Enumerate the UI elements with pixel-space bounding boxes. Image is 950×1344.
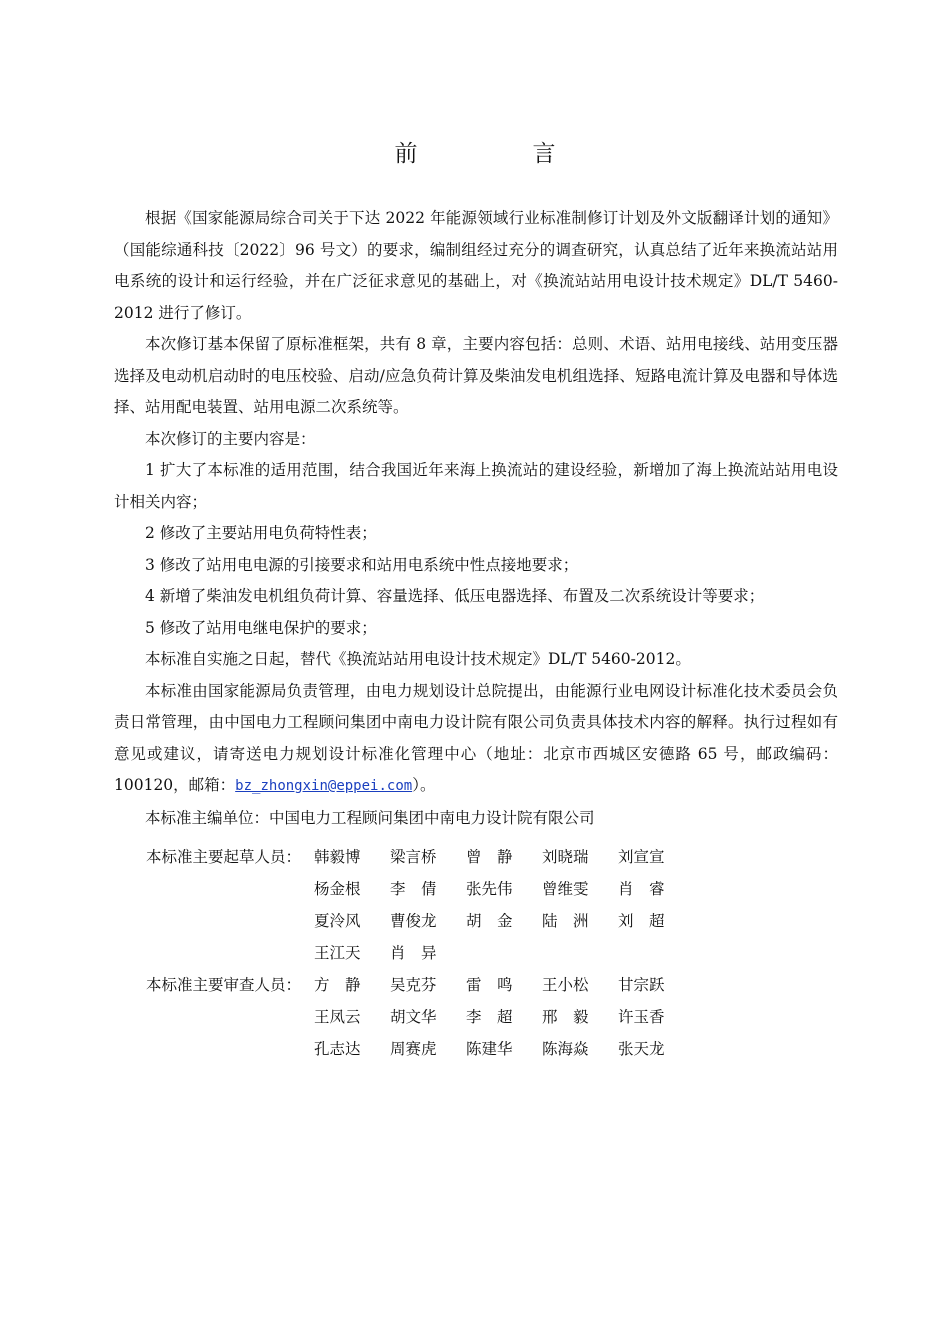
staff-label-spacer: [146, 1034, 314, 1066]
staff-label-spacer: [146, 874, 314, 906]
person-name: 曾 静: [466, 848, 513, 866]
revision-item-3: 3 修改了站用电电源的引接要求和站用电系统中性点接地要求；: [145, 555, 579, 574]
paragraph-management: [114, 676, 838, 803]
staff-row: [146, 874, 694, 906]
staff-row: [146, 938, 694, 970]
revision-item-1: 1 扩大了本标准的适用范围，结合我国近年来海上换流站的建设经验，新增加了海上换流站站用电设计相关内容；: [114, 461, 838, 511]
reviewers-list: [146, 970, 694, 1066]
staff-row: [146, 1002, 694, 1034]
person-name: 雷 鸣: [466, 976, 513, 994]
person-name: 胡 金: [466, 912, 513, 930]
person-name: 韩毅博: [314, 848, 361, 866]
person-name: 王凤云: [314, 1008, 361, 1026]
management-suffix: ）。: [412, 776, 436, 794]
person-name: 夏泠风: [314, 912, 361, 930]
preface-body: [114, 203, 838, 834]
person-name: 刘晓瑞: [542, 848, 589, 866]
page-title: 前 言: [394, 141, 602, 167]
person-name: 李 倩: [390, 880, 437, 898]
contact-email-link[interactable]: bz_zhongxin@eppei.com: [235, 778, 413, 794]
paragraph-framework: 本次修订基本保留了原标准框架，共有 8 章，主要内容包括：总则、术语、站用电接线、站用变压器选择及电动机启动时的电压校验、启动/应急负荷计算及柴油发电机组选择、短路电流计算及电器和导体选择、站用配电装置、站用电源二次系统等。: [114, 335, 838, 416]
staff-label-spacer: [146, 906, 314, 938]
drafters-label: 本标准主要起草人员：: [146, 848, 302, 866]
person-name: 曾维雯: [542, 880, 589, 898]
staff-row: [146, 970, 694, 1002]
person-name: 胡文华: [390, 1008, 437, 1026]
reviewers-label: 本标准主要审查人员：: [146, 976, 302, 994]
person-name: 陆 洲: [542, 912, 589, 930]
person-name: 王小松: [542, 976, 589, 994]
paragraph-basis: 根据《国家能源局综合司关于下达 2022 年能源领域行业标准制修订计划及外文版翻译计划的通知》（国能综通科技〔2022〕96 号文）的要求，编制组经过充分的调查研究，认真总结了近年来换流站站用电系统的设计和运行经验，并在广泛征求意见的基础上，对《换流站站用电设计技术规定》DL/T 5460-2012 进行了修订。: [114, 209, 838, 322]
person-name: 张先伟: [466, 880, 513, 898]
drafters-list: [146, 842, 694, 970]
person-name: 许玉香: [618, 1008, 665, 1026]
revision-item-2: 2 修改了主要站用电负荷特性表；: [145, 524, 377, 542]
staff-row: [146, 906, 694, 938]
paragraph-replacement: 本标准自实施之日起，替代《换流站站用电设计技术规定》DL/T 5460-2012。: [145, 650, 691, 668]
staff-row: [146, 842, 694, 874]
person-name: 孔志达: [314, 1040, 361, 1058]
person-name: 杨金根: [314, 880, 361, 898]
staff-label-spacer: [146, 1002, 314, 1034]
person-name: 李 超: [466, 1008, 513, 1026]
person-name: 梁言桥: [390, 848, 437, 866]
staff-label-spacer: [146, 938, 314, 970]
person-name: 张天龙: [618, 1040, 665, 1058]
person-name: 肖 睿: [618, 880, 665, 898]
person-name: 方 静: [314, 976, 361, 994]
revision-item-4: 4 新增了柴油发电机组负荷计算、容量选择、低压电器选择、布置及二次系统设计等要求；: [145, 587, 765, 605]
person-name: 王江天: [314, 944, 361, 962]
management-text: 本标准由国家能源局负责管理，由电力规划设计总院提出，由能源行业电网设计标准化技术委员会负责日常管理，由中国电力工程顾问集团中南电力设计院有限公司负责具体技术内容的解释。执行过程如有意见或建议，请寄送电力规划设计标准化管理中心（地址：北京市西城区安德路 65 号，邮政编码：100120，邮箱：: [114, 681, 838, 794]
person-name: 曹俊龙: [390, 912, 437, 930]
person-name: 陈海焱: [542, 1040, 589, 1058]
person-name: 刘 超: [618, 912, 665, 930]
person-name: 肖 异: [390, 944, 437, 962]
person-name: 吴克芬: [390, 976, 437, 994]
revision-item-5: 5 修改了站用电继电保护的要求；: [145, 618, 377, 637]
person-name: 甘宗跃: [618, 976, 665, 994]
person-name: 周赛虎: [390, 1040, 437, 1058]
person-name: 邢 毅: [542, 1008, 589, 1026]
person-name: 刘宣宣: [618, 848, 665, 866]
person-name: 陈建华: [466, 1040, 513, 1058]
paragraph-revision-intro: 本次修订的主要内容是：: [145, 429, 316, 448]
staff-row: [146, 1034, 694, 1066]
chief-unit: 本标准主编单位：中国电力工程顾问集团中南电力设计院有限公司: [145, 808, 595, 827]
